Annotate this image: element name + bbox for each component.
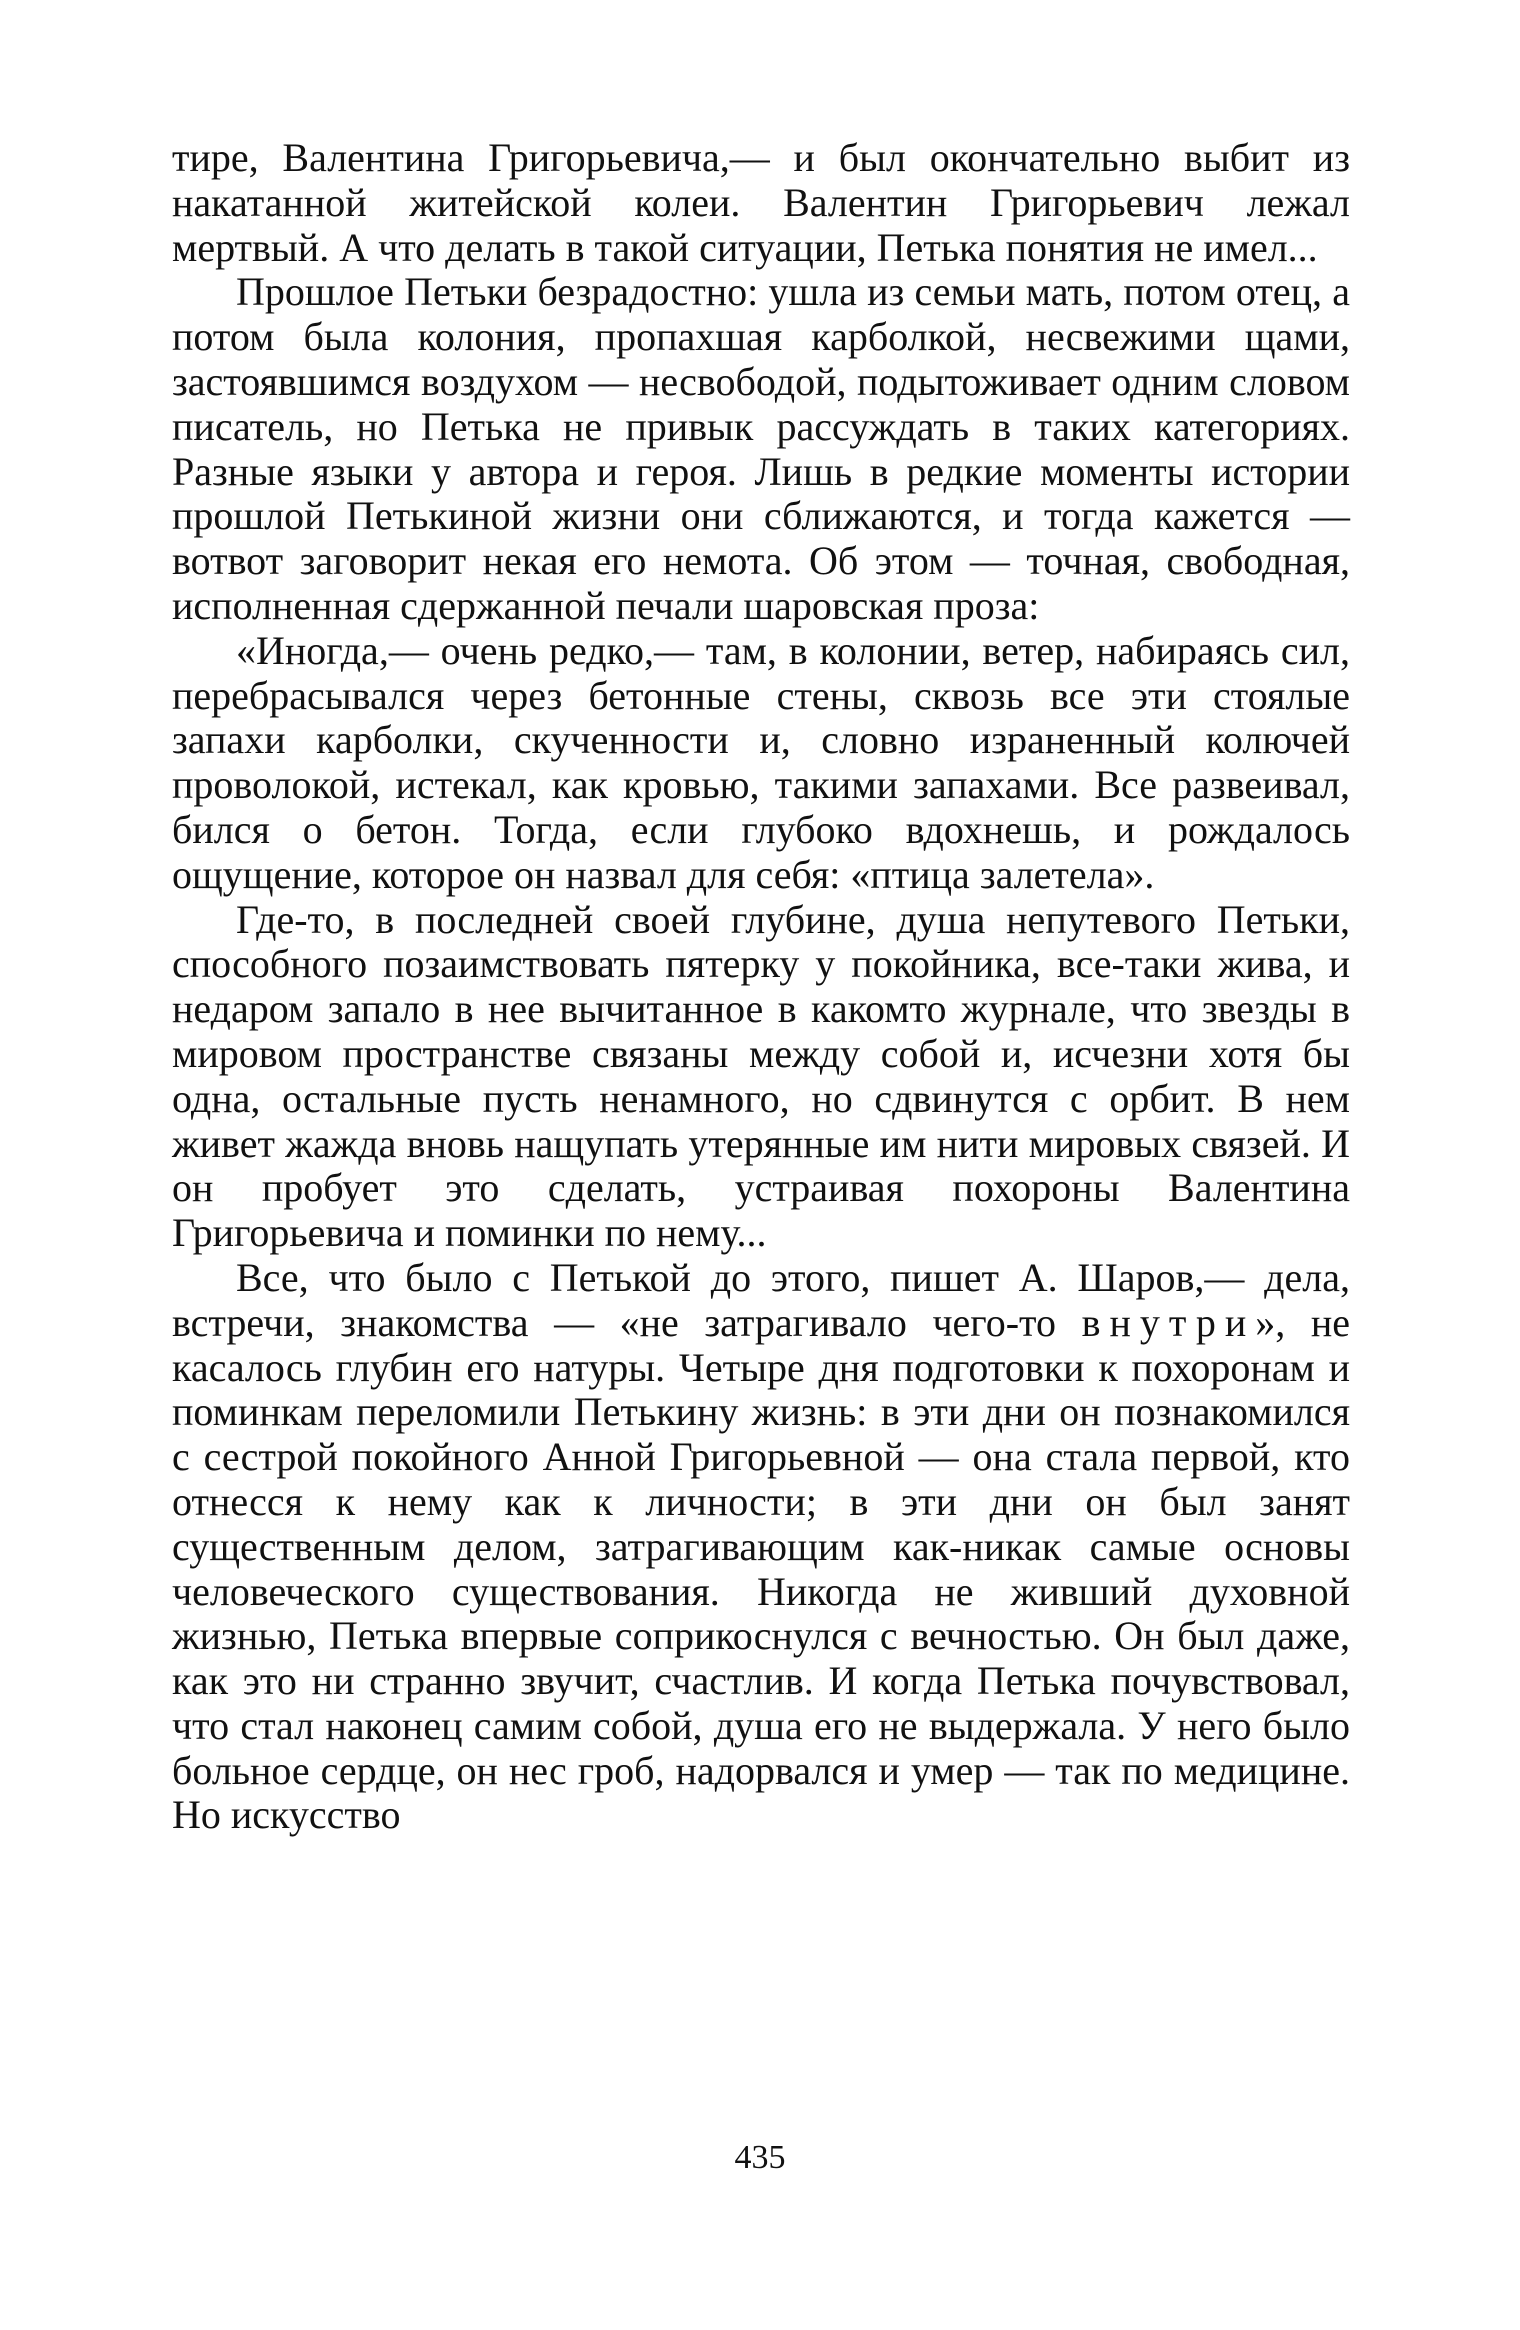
- paragraph-1: тире, Валентина Григорьевича,— и был окончательно выбит из накатанной житейской колеи. Валентин Григорьевич лежал мертвый. А что делать в такой ситуации, Петька понятия не имел...: [172, 135, 1350, 270]
- paragraph-5-part-1: Все, что было с Петькой до этого, пишет А. Шаров,— дела, встречи, знакомства — «не затрагивало чего-то: [172, 1254, 1350, 1345]
- paragraph-5-part-2: », не касалось глубин его натуры. Четыре дня подготовки к похоронам и поминкам переломили Петькину жизнь: в эти дни он познакомился с сестрой покойного Анной Григорьевной — она стала первой, кто отнесся к нему как к личности; в эти дни он был занят существенным делом, затрагивающим как-никак самые основы человеческого существования. Никогда не живший духовной жизнью, Петька впервые соприкоснулся с вечностью. Он был даже, как это ни странно звучит, счастлив. И когда Петька почувствовал, что стал наконец самим собой, душа его не выдержала. У него было больное сердце, он нес гроб, надорвался и умер — так по медицине. Но искусство: [172, 1299, 1350, 1838]
- paragraph-3-quote: «Иногда,— очень редко,— там, в колонии, ветер, набираясь сил, перебрасывался через бетонные стены, сквозь все эти стоялые запахи карболки, скученности и, словно израненный колючей проволокой, истекал, как кровью, такими запахами. Все развеивал, бился о бетон. Тогда, если глубоко вдохнешь, и рождалось ощущение, которое он назвал для себя: «птица залетела».: [172, 627, 1350, 897]
- paragraph-2: Прошлое Петьки безрадостно: ушла из семьи мать, потом отец, а потом была колония, пропахшая карболкой, несвежими щами, застоявшимся воздухом — несвободой, подытоживает одним словом писатель, но Петька не привык рассуждать в таких категориях. Разные языки у автора и героя. Лишь в редкие моменты истории прошлой Петькиной жизни они сближаются, и тогда кажется — вотвот заговорит некая его немота. Об этом — точная, свободная, исполненная сдержанной печали шаровская проза:: [172, 269, 1350, 628]
- page-number: 435: [734, 2139, 786, 2176]
- paragraph-5-spaced-word: внутри: [1081, 1299, 1256, 1345]
- page-body: [172, 136, 1350, 1838]
- paragraph-5: [172, 1256, 1350, 1838]
- paragraph-4: Где-то, в последней своей глубине, душа непутевого Петьки, способного позаимствовать пятерку у покойника, все-таки жива, и недаром запало в нее вычитанное в какомто журнале, что звезды в мировом пространстве связаны между собой и, исчезни хотя бы одна, остальные пусть ненамного, но сдвинутся с орбит. В нем живет жажда вновь нащупать утерянные им нити мировых связей. И он пробует это сделать, устраивая похороны Валентина Григорьевича и поминки по нему...: [172, 896, 1350, 1256]
